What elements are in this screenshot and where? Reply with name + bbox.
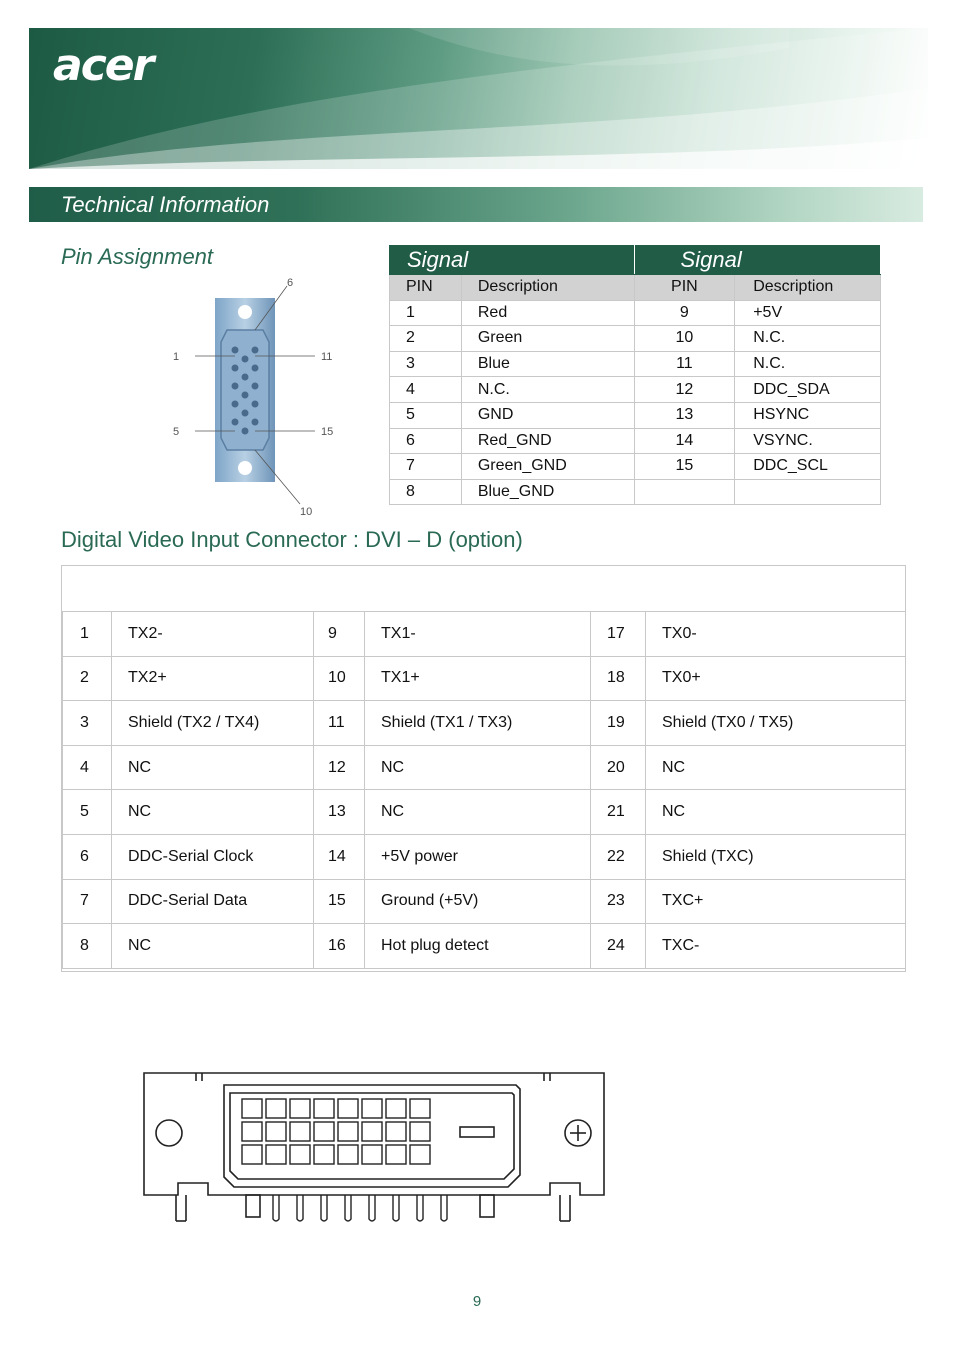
description-cell: VSYNC.	[735, 428, 881, 454]
signal-cell: NC	[112, 924, 314, 969]
signal-cell: DDC-Serial Clock	[112, 834, 314, 879]
vga-label-pin-10: 10	[300, 506, 313, 518]
pin-number-cell: 8	[63, 924, 112, 969]
dvi-pin-leg	[273, 1195, 279, 1221]
pin-number-cell: 4	[63, 745, 112, 790]
dvi-contact	[314, 1122, 334, 1141]
dvi-contact	[266, 1145, 286, 1164]
dvi-pin-leg	[441, 1195, 447, 1221]
description-cell: N.C.	[735, 351, 881, 377]
description-cell: N.C.	[735, 326, 881, 352]
pin-number-cell: 5	[63, 790, 112, 835]
signal-cell: TXC+	[646, 879, 906, 924]
dvi-contact	[242, 1145, 262, 1164]
description-cell	[735, 479, 881, 505]
signal-table-row	[390, 402, 881, 428]
dvi-pin-leg	[417, 1195, 423, 1221]
dvi-contact	[242, 1099, 262, 1118]
vga-connector-diagram	[165, 270, 345, 520]
column-header-pin: PIN	[634, 275, 735, 301]
dvi-table-row	[63, 834, 906, 879]
pin-cell: 6	[390, 428, 462, 454]
pin-number-cell: 9	[314, 612, 365, 657]
pin-cell: 11	[634, 351, 735, 377]
dvi-contact	[314, 1145, 334, 1164]
dvi-contact	[410, 1145, 430, 1164]
pin-number-cell: 16	[314, 924, 365, 969]
dvi-blade-slot	[460, 1127, 494, 1137]
signal-table-row	[390, 300, 881, 326]
vga-label-pin-1: 1	[173, 351, 180, 363]
signal-group-header: Signal	[634, 246, 880, 275]
description-cell: HSYNC	[735, 402, 881, 428]
dvi-heading: Digital Video Input Connector : DVI – D (option)	[61, 527, 523, 552]
dvi-contact	[386, 1099, 406, 1118]
pin-number-cell: 19	[591, 701, 646, 746]
dvi-table-row	[63, 790, 906, 835]
dvi-screw-hole-left	[156, 1120, 182, 1146]
column-header-description: Description	[461, 275, 634, 301]
pin-cell	[634, 479, 735, 505]
dvi-contact	[338, 1099, 358, 1118]
vga-label-pin-6: 6	[287, 277, 294, 289]
dvi-contact	[386, 1145, 406, 1164]
pin-number-cell: 17	[591, 612, 646, 657]
signal-table-body	[390, 300, 881, 505]
dvi-contact	[266, 1122, 286, 1141]
dvi-contact	[338, 1145, 358, 1164]
pin-number-cell: 15	[314, 879, 365, 924]
description-cell: Red_GND	[461, 428, 634, 454]
pin-assignment-heading: Pin Assignment	[61, 244, 214, 269]
pin-cell: 9	[634, 300, 735, 326]
dvi-table-body	[63, 612, 906, 969]
signal-cell: NC	[112, 745, 314, 790]
pin-number-cell: 18	[591, 656, 646, 701]
pin-cell: 12	[634, 377, 735, 403]
signal-table-row	[390, 351, 881, 377]
vga-label-pin-5: 5	[173, 426, 180, 438]
signal-cell: Ground (+5V)	[365, 879, 591, 924]
pin-cell: 15	[634, 454, 735, 480]
dvi-post-left	[246, 1195, 260, 1217]
dvi-table-row	[63, 612, 906, 657]
pin-number-cell: 12	[314, 745, 365, 790]
description-cell: +5V	[735, 300, 881, 326]
pin-cell: 2	[390, 326, 462, 352]
signal-cell: NC	[365, 745, 591, 790]
dvi-contact	[386, 1122, 406, 1141]
signal-table-row	[390, 454, 881, 480]
signal-table-row	[390, 326, 881, 352]
dvi-table-row	[63, 656, 906, 701]
dvi-table-row	[63, 745, 906, 790]
pin-number-cell: 6	[63, 834, 112, 879]
dvi-pin-leg	[297, 1195, 303, 1221]
dvi-contact	[410, 1122, 430, 1141]
signal-cell: TX2+	[112, 656, 314, 701]
pin-number-cell: 23	[591, 879, 646, 924]
dvi-table-row	[63, 701, 906, 746]
page-number: 9	[472, 1293, 482, 1310]
pin-cell: 7	[390, 454, 462, 480]
signal-cell: Shield (TX2 / TX4)	[112, 701, 314, 746]
dvi-table-row	[63, 879, 906, 924]
dvi-pin-legs	[273, 1195, 447, 1221]
dvi-contact	[290, 1099, 310, 1118]
dvi-pin-leg	[369, 1195, 375, 1221]
pin-number-cell: 20	[591, 745, 646, 790]
pin-cell: 14	[634, 428, 735, 454]
pin-cell: 10	[634, 326, 735, 352]
vga-signal-table	[389, 245, 881, 505]
dvi-pin-table	[62, 611, 906, 969]
signal-cell: Shield (TXC)	[646, 834, 906, 879]
vga-label-pin-11: 11	[321, 351, 333, 363]
dvi-contact	[266, 1099, 286, 1118]
signal-cell: TX0-	[646, 612, 906, 657]
dvi-contact	[314, 1099, 334, 1118]
signal-table-row	[390, 377, 881, 403]
dvi-contact	[362, 1122, 382, 1141]
vga-label-pin-15: 15	[321, 426, 334, 438]
description-cell: Blue_GND	[461, 479, 634, 505]
description-cell: DDC_SDA	[735, 377, 881, 403]
description-cell: N.C.	[461, 377, 634, 403]
header-banner	[29, 28, 928, 169]
description-cell: GND	[461, 402, 634, 428]
pin-number-cell: 14	[314, 834, 365, 879]
signal-table-column-header	[390, 275, 881, 301]
description-cell: Green_GND	[461, 454, 634, 480]
signal-table-row	[390, 428, 881, 454]
signal-table-group-header	[390, 246, 881, 275]
section-title: Technical Information	[61, 192, 270, 217]
pin-number-cell: 2	[63, 656, 112, 701]
pin-number-cell: 22	[591, 834, 646, 879]
dvi-post-right	[480, 1195, 494, 1217]
banner-swoosh-graphic	[29, 28, 928, 169]
description-cell: Red	[461, 300, 634, 326]
signal-cell: DDC-Serial Data	[112, 879, 314, 924]
signal-cell: NC	[365, 790, 591, 835]
pin-number-cell: 1	[63, 612, 112, 657]
dvi-contact	[242, 1122, 262, 1141]
pin-cell: 8	[390, 479, 462, 505]
description-cell: Green	[461, 326, 634, 352]
column-header-pin: PIN	[390, 275, 462, 301]
signal-table-row	[390, 479, 881, 505]
dvi-connector-diagram	[138, 1065, 608, 1225]
pin-number-cell: 11	[314, 701, 365, 746]
pin-cell: 1	[390, 300, 462, 326]
signal-cell: TXC-	[646, 924, 906, 969]
signal-cell: NC	[646, 745, 906, 790]
pin-cell: 5	[390, 402, 462, 428]
dvi-pin-leg	[345, 1195, 351, 1221]
dvi-contact	[290, 1122, 310, 1141]
signal-cell: +5V power	[365, 834, 591, 879]
dvi-contact	[362, 1145, 382, 1164]
dvi-contact	[290, 1145, 310, 1164]
pin-number-cell: 3	[63, 701, 112, 746]
signal-cell: Hot plug detect	[365, 924, 591, 969]
pin-cell: 4	[390, 377, 462, 403]
dvi-contact-grid	[242, 1099, 430, 1164]
description-cell: DDC_SCL	[735, 454, 881, 480]
pin-number-cell: 7	[63, 879, 112, 924]
dvi-contact	[338, 1122, 358, 1141]
signal-cell: Shield (TX0 / TX5)	[646, 701, 906, 746]
signal-group-header: Signal	[390, 246, 635, 275]
signal-cell: NC	[646, 790, 906, 835]
signal-cell: TX0+	[646, 656, 906, 701]
pin-number-cell: 10	[314, 656, 365, 701]
vga-screw-hole-top	[238, 305, 252, 319]
pin-cell: 13	[634, 402, 735, 428]
signal-cell: NC	[112, 790, 314, 835]
signal-cell: TX1-	[365, 612, 591, 657]
acer-logo: acer	[53, 40, 153, 91]
section-title-bar	[29, 187, 923, 222]
column-header-description: Description	[735, 275, 881, 301]
description-cell: Blue	[461, 351, 634, 377]
dvi-table-row	[63, 924, 906, 969]
pin-cell: 3	[390, 351, 462, 377]
pin-number-cell: 21	[591, 790, 646, 835]
dvi-pin-leg	[321, 1195, 327, 1221]
pin-number-cell: 13	[314, 790, 365, 835]
signal-cell: TX1+	[365, 656, 591, 701]
vga-screw-hole-bottom	[238, 461, 252, 475]
dvi-contact	[410, 1099, 430, 1118]
dvi-pin-leg	[393, 1195, 399, 1221]
dvi-contact	[362, 1099, 382, 1118]
pin-number-cell: 24	[591, 924, 646, 969]
signal-cell: Shield (TX1 / TX3)	[365, 701, 591, 746]
signal-cell: TX2-	[112, 612, 314, 657]
